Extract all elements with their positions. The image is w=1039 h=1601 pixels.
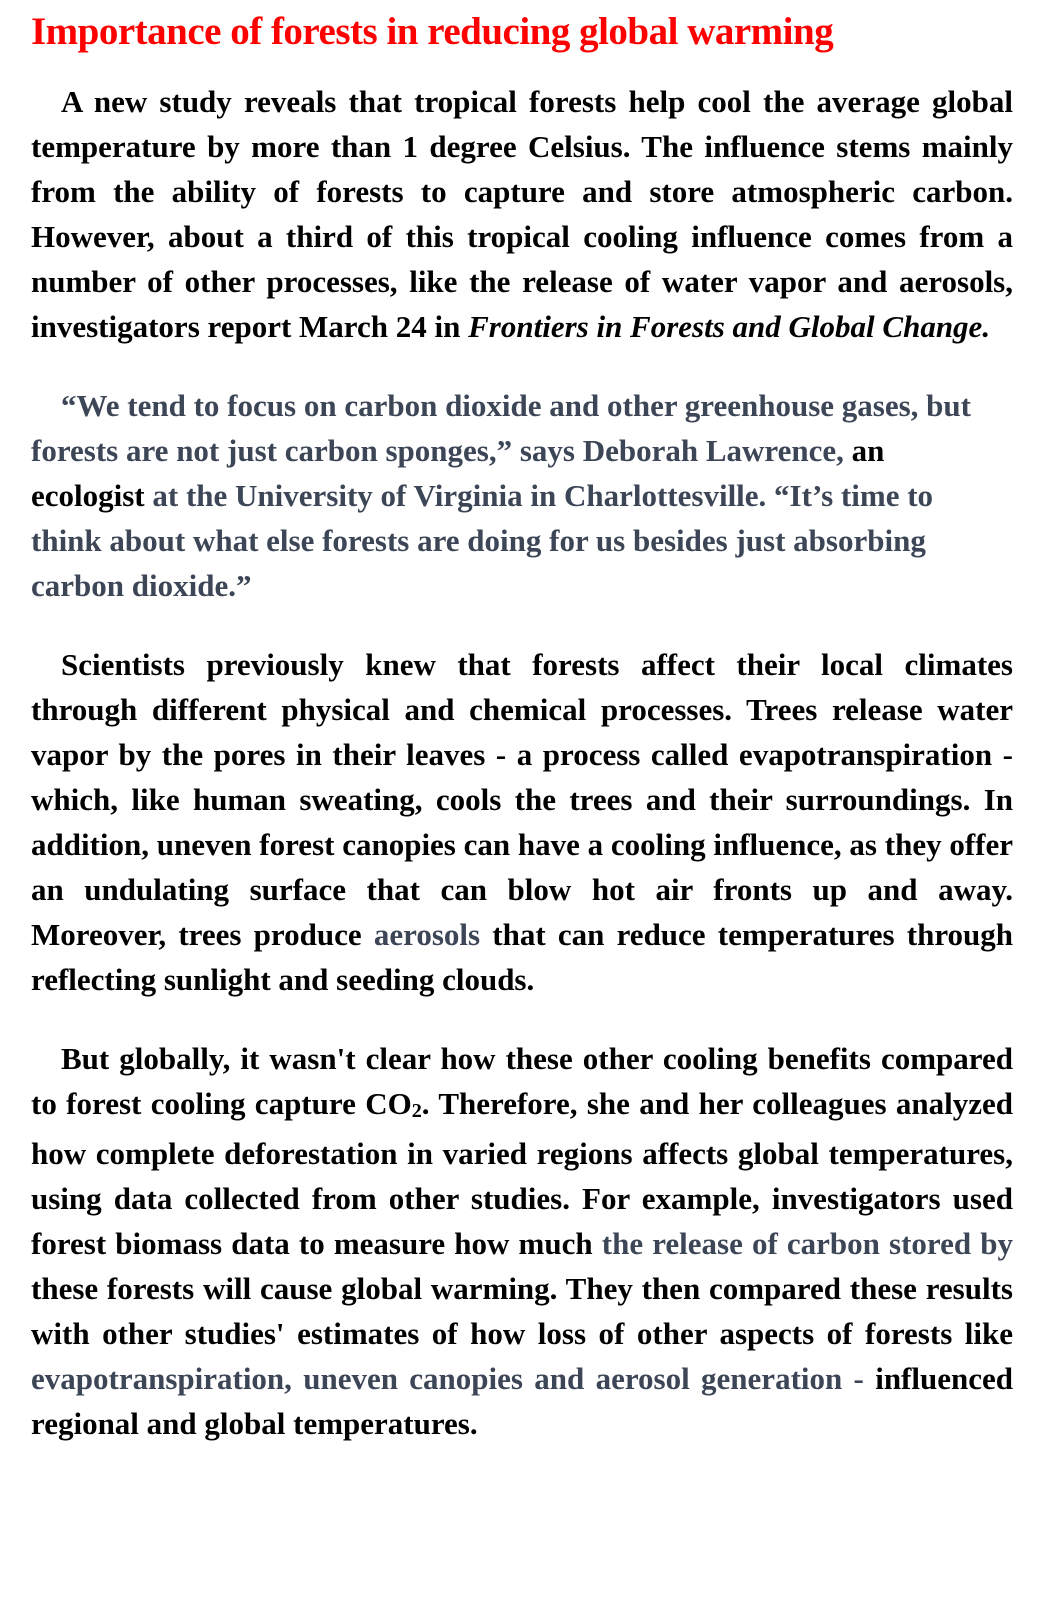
text-run: . Therefore, she and her colleagues analyzed how complete deforestation in varied regions affects global temperatures, using data collected from other studies. For example, investigators used forest biomass data to measure how much — [31, 1085, 1013, 1261]
highlighted-text-run: evapotranspiration, uneven canopies and aerosol generation - — [31, 1360, 864, 1396]
text-run: that can reduce temperatures through reflecting sunlight and seeding clouds. — [31, 916, 1014, 997]
highlighted-text-run: the release of carbon stored by — [601, 1225, 1013, 1261]
article-body — [31, 79, 1013, 1446]
paragraph — [31, 1036, 1013, 1446]
text-run: influenced regional and global temperatures. — [31, 1360, 1013, 1441]
text-run: 2 — [411, 1100, 422, 1123]
page-title: Importance of forests in reducing global warming — [31, 10, 834, 53]
text-run: A new study reveals that tropical forests help cool the average global temperature by more than 1 degree Celsius. The influence stems mainly from the ability of forests to capture and store atmospheric carbon. However, about a third of this tropical cooling influence comes from a number of other processes, like the release of water vapor and aerosols, investigators report March 24 in — [31, 83, 1013, 344]
highlighted-text-run: aerosols — [373, 916, 481, 952]
text-run: Scientists previously knew that forests affect their local climates through different physical and chemical processes. Trees release water vapor by the pores in their leaves - a process called evapotranspiration - which, like human sweating, cools the trees and their surroundings. In addition, uneven forest canopies can have a cooling influence, as they offer an undulating surface that can blow hot air fronts up and away. Moreover, trees produce — [31, 646, 1013, 952]
text-run: But globally, it wasn't clear how these other cooling benefits compared to forest cooling capture CO — [31, 1040, 1013, 1121]
text-run: an ecologist — [31, 432, 885, 513]
highlighted-text-run: “We tend to focus on carbon dioxide and other greenhouse gases, but forests are not just carbon sponges,” says Deborah Lawrence, — [31, 387, 971, 468]
text-run: these forests will cause global warming. They then compared these results with other studies' estimates of how loss of other aspects of forests like — [31, 1270, 1013, 1351]
paragraph — [31, 79, 1013, 349]
paragraph — [31, 642, 1013, 1002]
highlighted-text-run: at the University of Virginia in Charlottesville. “It’s time to think about what else forests are doing for us besides just absorbing carbon dioxide.” — [31, 477, 934, 603]
text-run: Frontiers in Forests and Global Change. — [468, 308, 991, 344]
paragraph — [31, 383, 976, 608]
